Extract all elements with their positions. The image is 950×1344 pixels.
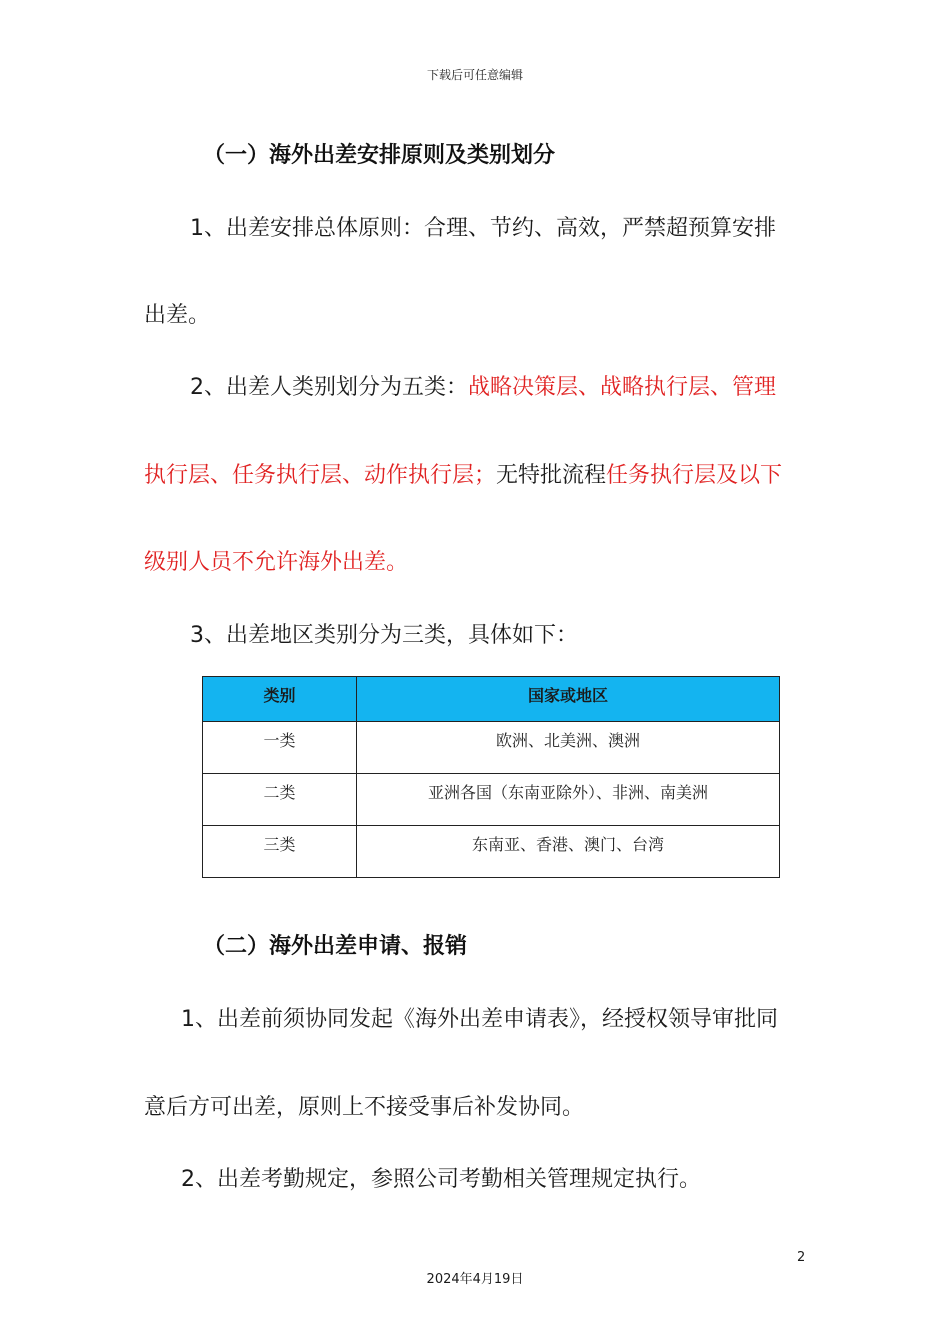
s2-item1-line2: 意后方可出差，原则上不接受事后补发协同。	[144, 1095, 585, 1120]
page-number: 2	[797, 1250, 806, 1265]
s1-item2-prefix: 2、出差人类别划分为五类：	[190, 375, 468, 400]
s1-item3: 3、出差地区类别分为三类，具体如下：	[190, 623, 578, 648]
s1-item2-line3: 级别人员不允许海外出差。	[144, 550, 409, 575]
s1-item2-line2	[144, 458, 782, 489]
section-1-heading: （一）海外出差安排原则及类别划分	[203, 143, 556, 168]
s1-item1-line2: 出差。	[144, 303, 211, 328]
table-cell-region: 东南亚、香港、澳门、台湾	[357, 826, 780, 878]
s2-item1-line1: 1、出差前须协同发起《海外出差申请表》，经授权领导审批同	[181, 1007, 778, 1032]
s1-item2-mid: 无特批流程	[496, 463, 607, 488]
s1-item2-line1	[190, 370, 776, 401]
table-header-row	[203, 677, 780, 722]
footer-date: 2024年4月19日	[426, 1272, 524, 1287]
s1-item1-line1: 1、出差安排总体原则：合理、节约、高效，严禁超预算安排	[190, 216, 776, 241]
table-header-category: 类别	[203, 677, 357, 722]
table-cell-category: 三类	[203, 826, 357, 878]
table-row	[203, 826, 780, 878]
table-cell-category: 一类	[203, 722, 357, 774]
region-category-table	[202, 676, 780, 878]
s1-item2-red-1: 战略决策层、战略执行层、管理	[468, 375, 777, 400]
s2-item2: 2、出差考勤规定，参照公司考勤相关管理规定执行。	[181, 1167, 701, 1192]
table-cell-region: 欧洲、北美洲、澳洲	[357, 722, 780, 774]
page-header: 下载后可任意编辑	[426, 68, 523, 82]
table-row	[203, 774, 780, 826]
table-header-region: 国家或地区	[357, 677, 780, 722]
s1-item2-red-2: 执行层、任务执行层、动作执行层；	[144, 463, 497, 488]
table-cell-category: 二类	[203, 774, 357, 826]
table-row	[203, 722, 780, 774]
section-2-heading: （二）海外出差申请、报销	[203, 934, 468, 959]
s1-item2-red-3: 任务执行层及以下	[606, 463, 783, 488]
table-cell-region: 亚洲各国（东南亚除外）、非洲、南美洲	[357, 774, 780, 826]
